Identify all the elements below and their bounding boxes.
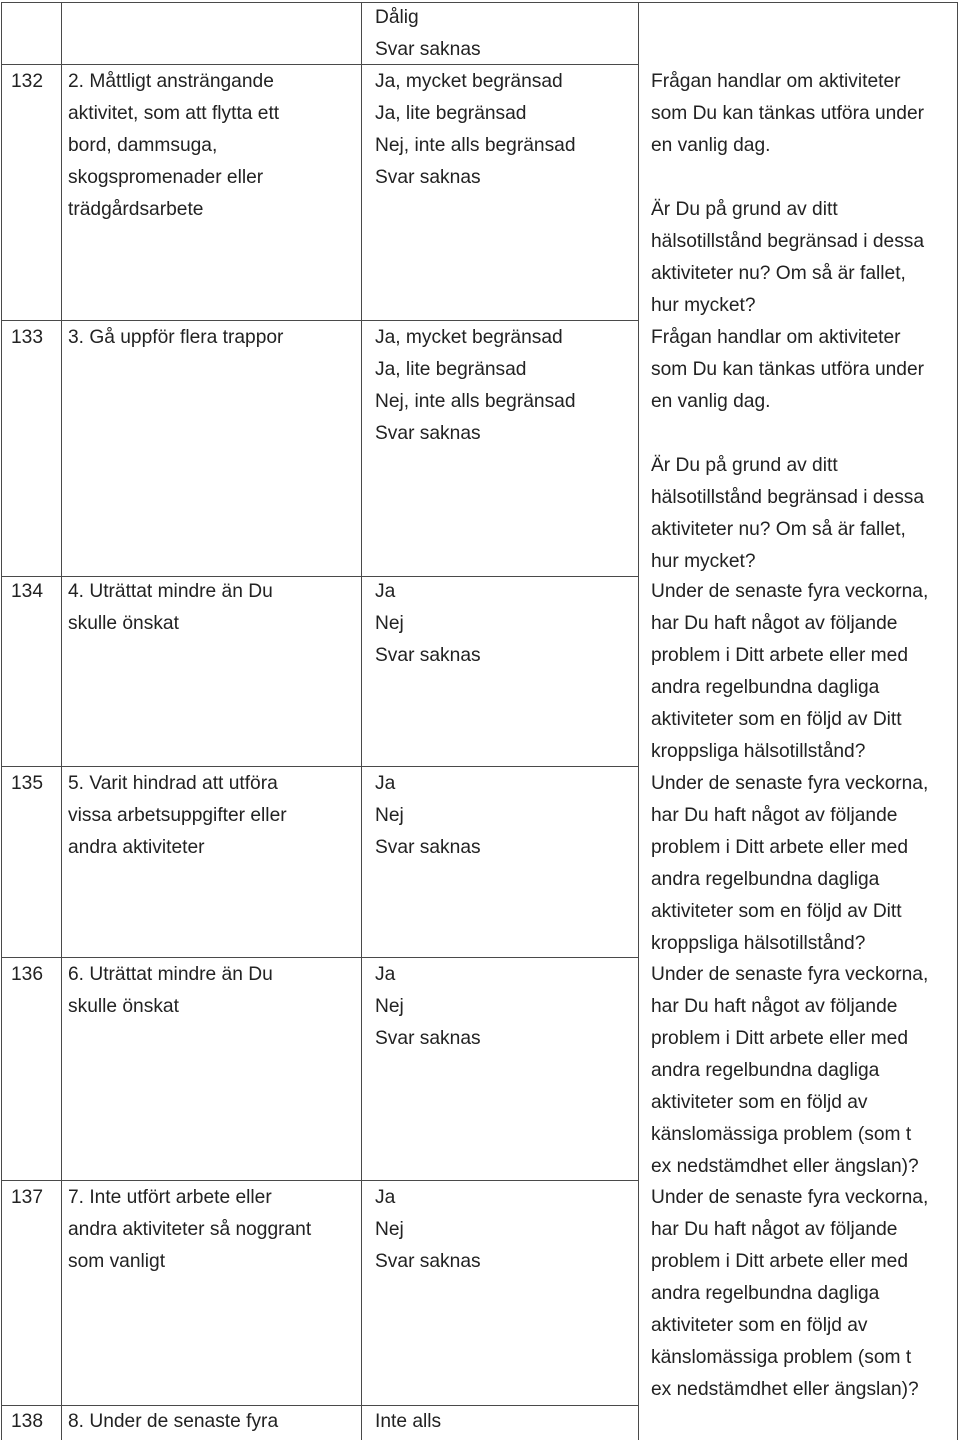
answer-option: Svar saknas <box>375 837 481 858</box>
question-note: Under de senaste fyra veckorna, har Du haft något av följande problem i Ditt arbete eller med andra regelbundna dagliga aktiviteter som en följd av Ditt kroppsliga hälsotillstånd? <box>651 581 929 762</box>
question-text: 8. Under de senaste fyra <box>68 1411 279 1432</box>
question-text: 6. Uträttat mindre än Du skulle önskat <box>68 964 273 1017</box>
question-note: Frågan handlar om aktiviteter som Du kan tänkas utföra under en vanlig dag. Är Du på grund av ditt hälsotillstånd begränsad i dessa aktiviteter nu? Om så är fallet, hur mycket? <box>651 71 925 316</box>
answer-option: Nej <box>375 613 404 634</box>
row-number: 136 <box>11 964 44 985</box>
answer-option: Svar saknas <box>375 645 481 666</box>
answer-option: Inte alls <box>375 1411 442 1432</box>
answer-option: Ja <box>375 773 396 794</box>
question-note: Under de senaste fyra veckorna, har Du haft något av följande problem i Ditt arbete eller med andra regelbundna dagliga aktiviteter som en följd av Ditt kroppsliga hälsotillstånd? <box>651 773 929 954</box>
answer-option: Ja <box>375 964 396 985</box>
answer-option: Ja, mycket begränsad <box>375 71 563 92</box>
answer-option: Nej <box>375 1219 404 1240</box>
question-text: 3. Gå uppför flera trappor <box>68 327 284 348</box>
answer-option: Ja, mycket begränsad <box>375 327 563 348</box>
question-note: Under de senaste fyra veckorna, har Du haft något av följande problem i Ditt arbete eller med andra regelbundna dagliga aktiviteter som en följd av känslomässiga problem (som t ex nedstämdhet eller ängslan)? <box>651 964 929 1177</box>
question-text: 4. Uträttat mindre än Du skulle önskat <box>68 581 273 634</box>
table-border-right <box>957 2 958 1440</box>
answer-option: Svar saknas <box>375 39 481 60</box>
column-divider-question <box>361 2 362 1440</box>
question-note: Frågan handlar om aktiviteter som Du kan tänkas utföra under en vanlig dag. Är Du på grund av ditt hälsotillstånd begränsad i dessa aktiviteter nu? Om så är fallet, hur mycket? <box>651 327 925 572</box>
answer-option: Ja, lite begränsad <box>375 359 527 380</box>
answer-options <box>375 66 630 194</box>
question-text: 2. Måttligt ansträngande aktivitet, som att flytta ett bord, dammsuga, skogspromenader eller trädgårdsarbete <box>68 71 280 220</box>
row-number: 138 <box>11 1411 44 1432</box>
answer-option: Svar saknas <box>375 423 481 444</box>
answer-option: Nej, inte alls begränsad <box>375 391 576 412</box>
answer-option: Ja, lite begränsad <box>375 103 527 124</box>
answer-option: Nej <box>375 996 404 1017</box>
question-note: Under de senaste fyra veckorna, har Du haft något av följande problem i Ditt arbete eller med andra regelbundna dagliga aktiviteter som en följd av känslomässiga problem (som t ex nedstämdhet eller ängslan)? <box>651 1187 929 1400</box>
row-number: 133 <box>11 327 44 348</box>
answer-option: Nej, inte alls begränsad <box>375 135 576 156</box>
table-border-left <box>1 2 2 1440</box>
answer-options <box>375 1406 630 1438</box>
row-number: 135 <box>11 773 44 794</box>
answer-options <box>375 768 630 864</box>
answer-option: Svar saknas <box>375 167 481 188</box>
answer-option: Ja <box>375 1187 396 1208</box>
answer-option: Nej <box>375 805 404 826</box>
row-number: 134 <box>11 581 44 602</box>
answer-options <box>375 576 630 672</box>
row-number: 137 <box>11 1187 44 1208</box>
column-divider-num <box>61 2 62 1440</box>
row-number: 132 <box>11 71 44 92</box>
answer-option: Svar saknas <box>375 1028 481 1049</box>
answer-option: Svar saknas <box>375 1251 481 1272</box>
answer-options <box>375 2 630 66</box>
question-text: 7. Inte utfört arbete eller andra aktiviteter så noggrant som vanligt <box>68 1187 312 1272</box>
answer-options <box>375 322 630 450</box>
answer-option: Dålig <box>375 7 419 28</box>
column-divider-answers <box>638 2 639 1440</box>
question-text: 5. Varit hindrad att utföra vissa arbetsuppgifter eller andra aktiviteter <box>68 773 287 858</box>
answer-options <box>375 959 630 1055</box>
answer-option: Ja <box>375 581 396 602</box>
answer-options <box>375 1182 630 1278</box>
